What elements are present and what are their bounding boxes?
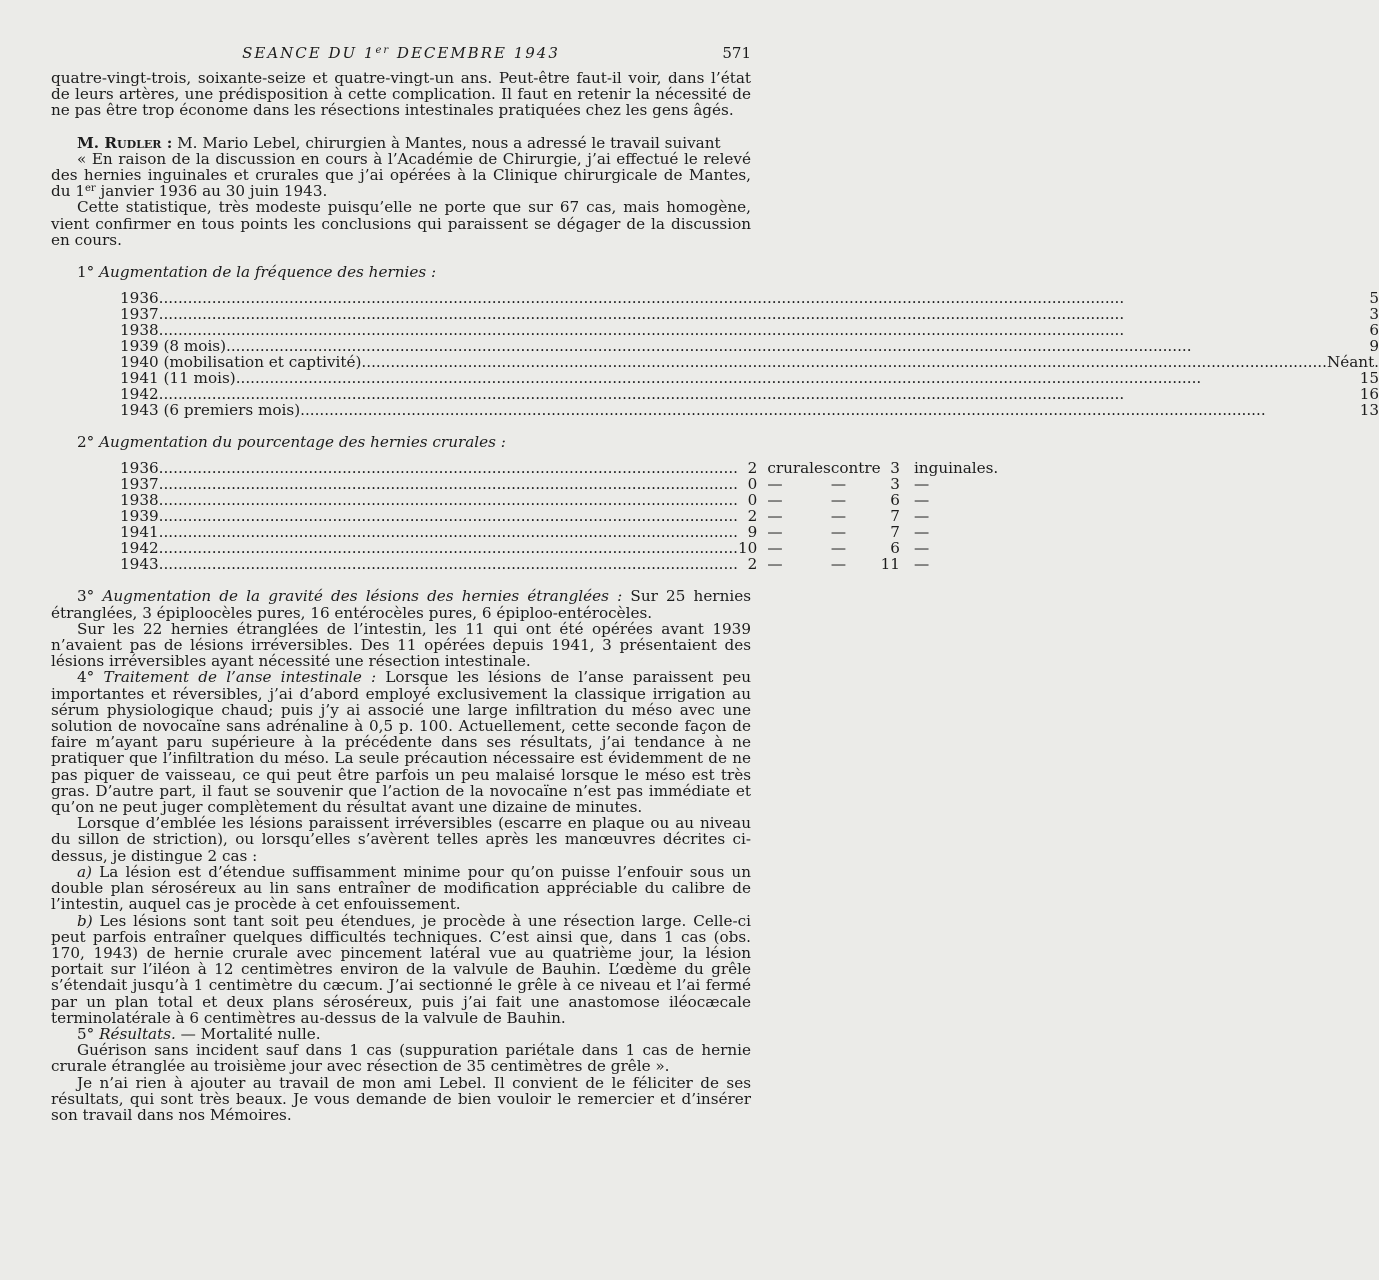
percentage-row <box>120 492 998 508</box>
frequency-label: 1936 <box>120 289 159 308</box>
leader-dots: ........................................................................................................................................................................................................ <box>158 385 1125 404</box>
contre-word: — <box>830 507 847 526</box>
frequency-row <box>120 290 1379 306</box>
percentage-year: 1943 <box>120 555 159 574</box>
frequency-value: 16 <box>1359 385 1379 404</box>
inguinales-word: — <box>913 491 930 510</box>
inguinales-count: 3 <box>890 475 900 494</box>
percentage-year: 1937 <box>120 475 159 494</box>
percentage-row <box>120 556 998 572</box>
leader-dots: ........................................................................................................................................................................................................ <box>158 305 1125 324</box>
frequency-label: 1940 (mobilisation et captivité) <box>120 353 362 372</box>
frequency-value: 15 <box>1359 369 1379 388</box>
frequency-value: Néant. <box>1326 353 1379 372</box>
page <box>51 40 1379 1124</box>
section-2-heading: 2° Augmentation du pourcentage des hernies crurales : <box>77 433 506 452</box>
crurales-count: 10 <box>737 539 758 558</box>
percentage-year: 1942 <box>120 539 159 558</box>
frequency-value: 5 <box>1369 289 1379 308</box>
inguinales-word: — <box>913 475 930 494</box>
inguinales-count: 11 <box>880 555 900 574</box>
crurales-count: 0 <box>747 475 758 494</box>
leader-dots: ........................................................................................................................................................................................................ <box>361 353 1327 372</box>
section-5-paragraph: 5° Résultats. — Mortalité nulle. <box>77 1024 321 1043</box>
frequency-label: 1943 (6 premiers mois) <box>120 401 301 420</box>
frequency-row <box>120 402 1379 418</box>
leader-dots: ........................................................................................................................ <box>158 491 738 510</box>
frequency-row <box>120 370 1379 386</box>
contre-word: — <box>830 475 847 494</box>
leader-dots: ........................................................................................................................................................................................................ <box>158 289 1125 308</box>
contre-word: — <box>830 523 847 542</box>
running-title: SEANCE DU 1er DECEMBRE 1943 <box>242 44 560 62</box>
frequency-value: 3 <box>1369 305 1379 324</box>
leader-dots: ........................................................................................................................ <box>158 539 738 558</box>
percentage-year: 1938 <box>120 491 159 510</box>
inguinales-count: 6 <box>890 491 900 510</box>
frequency-value: 13 <box>1359 401 1379 420</box>
percentage-row <box>120 508 998 524</box>
section-4-paragraph: 4° Traitement de l’anse intestinale : Lorsque les lésions de l’anse paraissent peu importantes et réversibles, j’ai d’abord employé exclusivement la classique irrigation au sérum physiologique chaud; puis j’y ai associé une large infiltration du méso avec une solution de novocaïne sans adrénaline à 0,5 p. 100. Actuellement, cette seconde façon de faire m’ayant paru supérieure à la précédente dans ses résultats, j’ai tendance à ne pratiquer que l’infiltration du méso. La seule précaution nécessaire est évidemment de ne pas piquer de vaisseau, ce qui peut être parfois un peu malaisé lorsque le méso est très gras. D’autre part, il faut se souvenir que l’action de la novocaïne n’est pas immédiate et qu’on ne peut juger complètement du résultat avant une dizaine de minutes. <box>51 668 751 817</box>
inguinales-count: 7 <box>890 507 900 526</box>
frequency-label: 1942 <box>120 385 159 404</box>
inguinales-word: — <box>913 555 930 574</box>
guerison-paragraph: Guérison sans incident sauf dans 1 cas (suppuration pariétale dans 1 cas de hernie crurale étranglée au troisième jour avec résection de 35 centimètres de grêle ». <box>51 1041 751 1076</box>
lorsque-paragraph: Lorsque d’emblée les lésions paraissent irréversibles (escarre en plaque ou au niveau du sillon de striction), ou lorsqu’elles s’avèrent telles après les manœuvres décrites ci-dessus, je distingue 2 cas : <box>51 814 751 865</box>
percentage-row <box>120 476 998 492</box>
frequency-label: 1939 (8 mois) <box>120 337 227 356</box>
contre-word: — <box>830 539 847 558</box>
leader-dots: ........................................................................................................................................................................................................ <box>300 401 1266 420</box>
percentage-year: 1939 <box>120 507 159 526</box>
leader-dots: ........................................................................................................................................................................................................ <box>158 321 1125 340</box>
crurales-word: — <box>767 507 783 526</box>
leader-dots: ........................................................................................................................ <box>158 523 738 542</box>
hernies-22-paragraph: Sur les 22 hernies étranglées de l’intestin, les 11 qui ont été opérées avant 1939 n’avaient pas de lésions irréversibles. Des 11 opérées depuis 1941, 3 présentaient des lésions irréversibles ayant nécessité une résection intestinale. <box>51 619 751 671</box>
frequency-row <box>120 386 1379 402</box>
leader-dots: ........................................................................................................................ <box>158 507 738 526</box>
crurales-count: 9 <box>747 523 758 542</box>
crurales-word: — <box>767 475 783 494</box>
percentage-row <box>120 540 998 556</box>
percentage-year: 1936 <box>120 459 159 478</box>
crurales-word: — <box>767 491 783 510</box>
inguinales-word: — <box>913 523 930 542</box>
crurales-word: — <box>767 539 783 558</box>
section-3-paragraph: 3° Augmentation de la gravité des lésions des hernies étranglées : Sur 25 hernies étranglées, 3 épiploocèles pures, 16 entérocèles pures, 6 épiploo-entérocèles. <box>51 587 751 622</box>
statistics-paragraph: Cette statistique, très modeste puisqu’elle ne porte que sur 67 cas, mais homogène, vient confirmer en tous points les conclusions qui paraissent se dégager de la discussion en cours. <box>51 198 751 249</box>
inguinales-count: 3 <box>890 459 900 478</box>
contre-word: — <box>830 555 847 574</box>
crurales-word: crurales <box>767 459 831 478</box>
rudler-paragraph: M. Rudler : M. Mario Lebel, chirurgien à Mantes, nous a adressé le travail suivant <box>77 133 721 152</box>
final-paragraph: Je n’ai rien à ajouter au travail de mon ami Lebel. Il convient de le féliciter de ses résultats, qui sont très beaux. Je vous demande de bien vouloir le remercier et d’insérer son travail dans nos Mémoires. <box>51 1073 751 1124</box>
case-a-paragraph: a) La lésion est d’étendue suffisamment minime pour qu’on puisse l’enfouir sous un double plan séroséreux au lin sans entraîner de modification appréciable du calibre de l’intestin, auquel cas je procède à cet enfouissement. <box>51 862 751 914</box>
quote-paragraph: « En raison de la discussion en cours à l’Académie de Chirurgie, j’ai effectué le relevé des hernies inguinales et crurales que j’ai opérées à la Clinique chirurgicale de Mantes, du 1er janvier 1936 au 30 juin 1943. <box>51 149 751 201</box>
crurales-count: 2 <box>747 555 758 574</box>
frequency-label: 1937 <box>120 305 159 324</box>
leader-dots: ........................................................................................................................................................................................................ <box>226 337 1192 356</box>
percentage-year: 1941 <box>120 523 159 542</box>
contre-word: — <box>830 491 847 510</box>
leader-dots: ........................................................................................................................................................................................................ <box>235 369 1202 388</box>
intro-paragraph: quatre-vingt-trois, soixante-seize et quatre-vingt-un ans. Peut-être faut-il voir, dans l’état de leurs artères, une prédisposition à cette complication. Il faut en retenir la nécessité de ne pas être trop économe dans les résections intestinales pratiquées chez les gens âgés. <box>51 69 751 120</box>
speaker-name: M. Rudler : <box>77 133 173 152</box>
frequency-row <box>120 338 1379 354</box>
inguinales-count: 6 <box>890 539 900 558</box>
inguinales-word: — <box>913 507 930 526</box>
crurales-count: 0 <box>747 491 758 510</box>
contre-word: contre <box>830 459 881 478</box>
frequency-label: 1941 (11 mois) <box>120 369 236 388</box>
frequency-row <box>120 322 1379 338</box>
case-b-paragraph: b) Les lésions sont tant soit peu étendues, je procède à une résection large. Celle-ci peut parfois entraîner quelques difficultés techniques. C’est ainsi que, dans 1 cas (obs. 170, 1943) de hernie crurale avec pincement latéral vue au quatrième jour, la lésion portait sur l’iléon à 12 centimètres environ de la valvule de Bauhin. L’œdème du grêle s’étendait jusqu’à 1 centimètre du cæcum. J’ai sectionné le grêle à ce niveau et l’ai fermé par un plan total et deux plans séroséreux, puis j’ai fait une anastomose iléocæcale terminolatérale à 6 centimètres au-dessus de la valvule de Bauhin. <box>51 911 751 1027</box>
crurales-word: — <box>767 523 783 542</box>
crurales-count: 2 <box>747 459 758 478</box>
leader-dots: ........................................................................................................................ <box>158 459 738 478</box>
leader-dots: ........................................................................................................................ <box>158 555 738 574</box>
percentage-table <box>120 460 998 572</box>
inguinales-word: — <box>913 539 930 558</box>
frequency-table <box>120 290 1379 418</box>
section-1-heading: 1° Augmentation de la fréquence des hernies : <box>77 263 437 282</box>
frequency-value: 9 <box>1369 337 1379 356</box>
frequency-row <box>120 354 1379 370</box>
inguinales-word: inguinales. <box>913 459 999 478</box>
frequency-label: 1938 <box>120 321 159 340</box>
frequency-value: 6 <box>1369 321 1379 340</box>
running-head <box>51 40 751 70</box>
page-number: 571 <box>722 44 751 62</box>
frequency-row <box>120 306 1379 322</box>
inguinales-count: 7 <box>890 523 900 542</box>
leader-dots: ........................................................................................................................ <box>158 475 738 494</box>
crurales-word: — <box>767 555 783 574</box>
crurales-count: 2 <box>747 507 758 526</box>
percentage-row <box>120 460 998 476</box>
percentage-row <box>120 524 998 540</box>
